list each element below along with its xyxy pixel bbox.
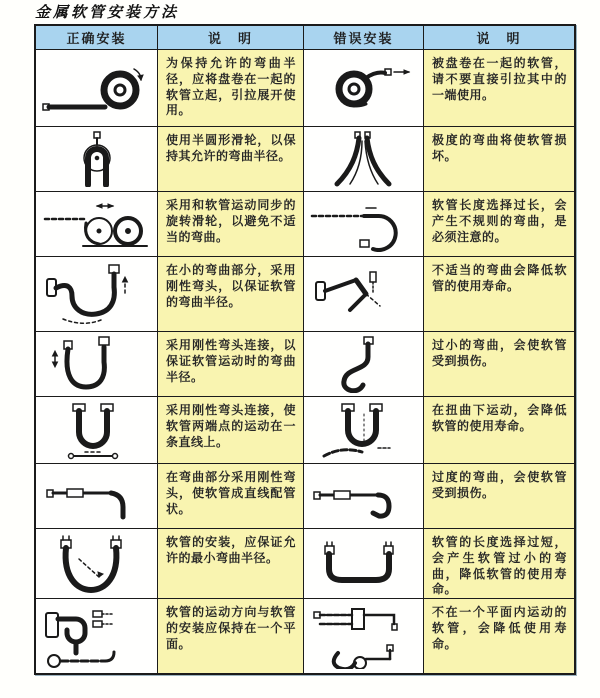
wrong-note: 不在一个平面内运动的软管，会降低使用寿命。 [424, 599, 574, 673]
page-title: 金属软管安装方法 [35, 3, 180, 21]
correct-illustration-cell [36, 127, 158, 192]
wrong-note: 过小的弯曲，会使软管受到损伤。 [424, 332, 574, 397]
u-loop-straight-line-icon [41, 400, 153, 460]
correct-note: 为保持允许的弯曲半径，应将盘卷在一起的软管立起，引拉展开使用。 [158, 50, 304, 127]
wrong-illustration-cell [304, 127, 424, 192]
wrong-note: 不适当的弯曲会降低软管的使用寿命。 [424, 257, 574, 332]
correct-note: 使用半圆形滑轮，以保持其允许的弯曲半径。 [158, 127, 304, 192]
correct-note: 在弯曲部分采用刚性弯头，使软管成直线配管状。 [158, 464, 304, 529]
header-wrong-install: 错误安装 [304, 26, 424, 50]
too-short-flat-u-icon [308, 533, 420, 595]
out-of-plane-pieces-icon [308, 603, 420, 669]
correct-note: 软管的安装，应保证允许的最小弯曲半径。 [158, 529, 304, 599]
deep-u-min-radius-icon [41, 533, 153, 595]
correct-illustration-cell [36, 332, 158, 397]
overlong-hose-loop-icon [308, 196, 420, 252]
correct-note: 采用刚性弯头连接，使软管两端点的运动在一条直线上。 [158, 397, 304, 464]
installation-methods-table [34, 24, 576, 675]
overbent-elbow-icon [308, 468, 420, 524]
improper-sharp-bend-icon [308, 264, 420, 324]
wrong-illustration-cell [304, 332, 424, 397]
hose-over-pulley-icon [41, 131, 153, 187]
rigid-elbow-u-loop-icon [41, 335, 153, 393]
correct-illustration-cell [36, 464, 158, 529]
wrong-illustration-cell [304, 192, 424, 257]
wrong-illustration-cell [304, 397, 424, 464]
wrong-note: 过度的弯曲，会使软管受到损伤。 [424, 464, 574, 529]
correct-illustration-cell [36, 50, 158, 127]
rigid-elbow-small-bend-icon [41, 261, 153, 327]
correct-note: 在小的弯曲部分，采用刚性弯头，以保证软管的弯曲半径。 [158, 257, 304, 332]
one-plane-trap-icon [41, 603, 153, 669]
twisted-u-loop-icon [308, 400, 420, 460]
wrong-illustration-cell [304, 257, 424, 332]
header-note-1: 说 明 [158, 26, 304, 50]
flat-coil-unrolled-icon [41, 56, 153, 120]
correct-illustration-cell [36, 257, 158, 332]
wrong-illustration-cell [304, 50, 424, 127]
wrong-illustration-cell [304, 464, 424, 529]
wrong-illustration-cell [304, 599, 424, 673]
wrong-note: 极度的弯曲将使软管损坏。 [424, 127, 574, 192]
straight-pipe-rigid-elbow-icon [41, 468, 153, 524]
coil-pulled-from-end-icon [308, 56, 420, 120]
correct-illustration-cell [36, 529, 158, 599]
too-small-bend-icon [308, 335, 420, 393]
wrong-note: 软管的长度选择过短，会产生软管过小的弯曲，降低软管的使用寿命。 [424, 529, 574, 599]
correct-illustration-cell [36, 192, 158, 257]
extreme-bend-icon [308, 131, 420, 187]
header-note-2: 说 明 [424, 26, 574, 50]
correct-note: 采用刚性弯头连接，以保证软管运动时的弯曲半径。 [158, 332, 304, 397]
wrong-note: 软管长度选择过长，会产生不规则的弯曲，是必须注意的。 [424, 192, 574, 257]
wrong-note: 被盘卷在一起的软管，请不要直接引拉其中的一端使用。 [424, 50, 574, 127]
rotating-pulleys-icon [41, 196, 153, 252]
correct-illustration-cell [36, 599, 158, 673]
header-correct-install: 正确安装 [36, 26, 158, 50]
wrong-illustration-cell [304, 529, 424, 599]
wrong-note: 在扭曲下运动，会降低软管的使用寿命。 [424, 397, 574, 464]
correct-note: 采用和软管运动同步的旋转滑轮，以避免不适当的弯曲。 [158, 192, 304, 257]
correct-note: 软管的运动方向与软管的安装应保持在一个平面。 [158, 599, 304, 673]
correct-illustration-cell [36, 397, 158, 464]
